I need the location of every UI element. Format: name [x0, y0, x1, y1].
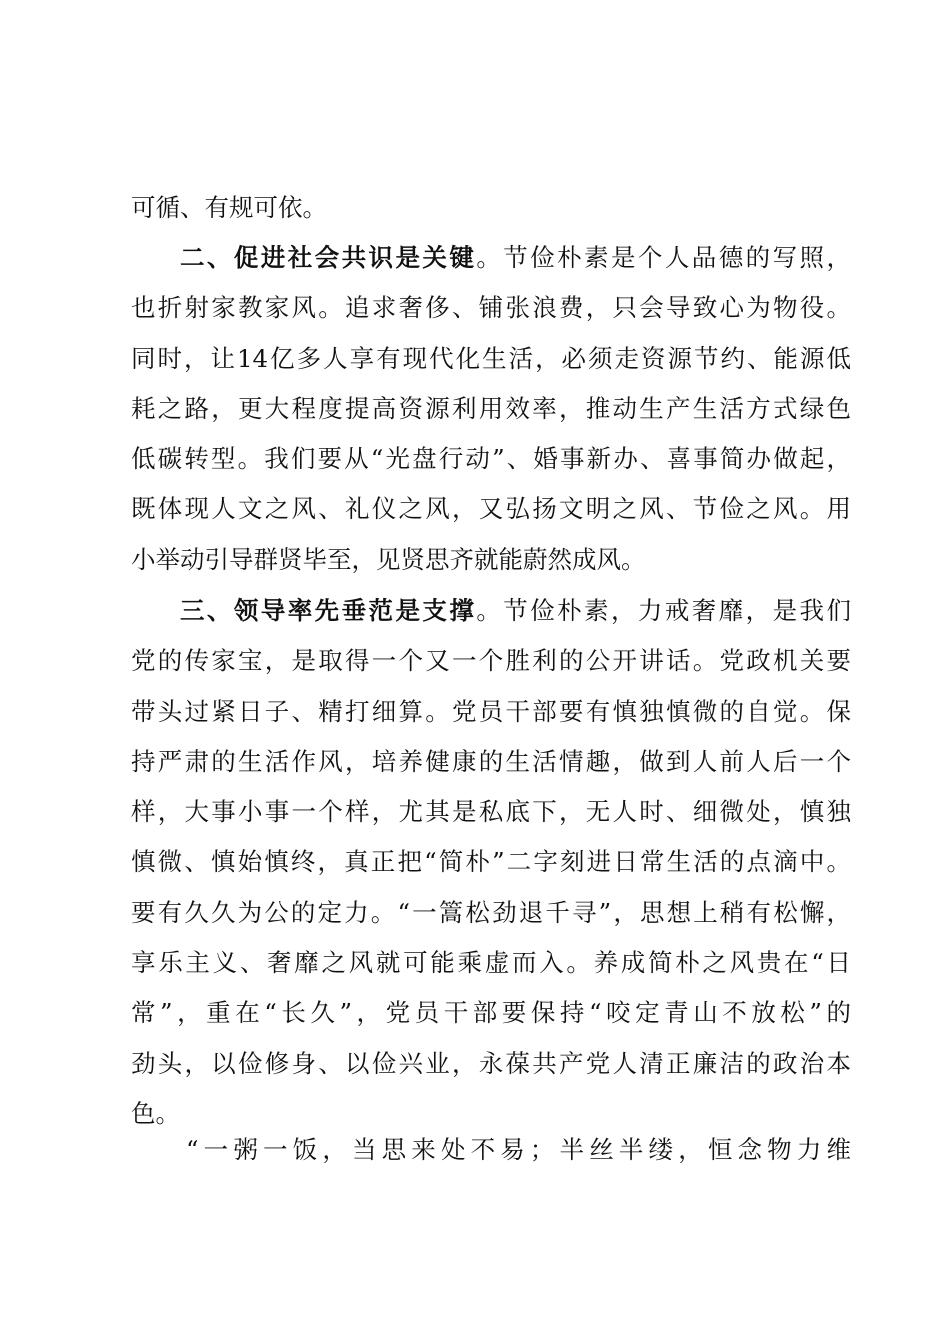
text-line: 劲头，以俭修身、以俭兴业，永葆共产党人清正廉洁的政治本: [131, 1048, 851, 1078]
text-line: 慎微、慎始慎终，真正把“简朴”二字刻进日常生活的点滴中。: [131, 847, 851, 877]
text-line: 同时，让14亿多人享有现代化生活，必须走资源节约、能源低: [131, 343, 851, 373]
paragraph-leadership-example: [131, 586, 851, 1139]
text-line: 享乐主义、奢靡之风就可能乘虚而入。养成简朴之风贵在“日: [131, 948, 851, 978]
text-line: “一粥一饭，当思来处不易；半丝半缕，恒念物力维: [186, 1135, 851, 1164]
text-line: 带头过紧日子、精打细算。党员干部要有慎独慎微的自觉。保: [131, 696, 851, 726]
text-line: [131, 233, 851, 283]
text-line: 也折射家教家风。追求奢侈、铺张浪费，只会导致心为物役。: [131, 293, 851, 323]
text-line: 党的传家宝，是取得一个又一个胜利的公开讲话。党政机关要: [131, 646, 851, 676]
text-line: 要有久久为公的定力。“一篙松劲退千寻”，思想上稍有松懈，: [131, 897, 851, 927]
text-line: 常”，重在“长久”，党员干部要保持“咬定青山不放松”的: [131, 998, 851, 1028]
text-segment: 。节俭朴素是个人品德的写照，: [476, 243, 851, 272]
paragraph-social-consensus: [131, 233, 851, 585]
text-line: 低碳转型。我们要从“光盘行动”、婚事新办、喜事简办做起，: [131, 444, 851, 474]
text-line: 既体现人文之风、礼仪之风，又弘扬文明之风、节俭之风。用: [131, 494, 851, 524]
text-segment: 。节俭朴素，力戒奢靡，是我们: [476, 596, 851, 625]
text-line: 耗之路，更大程度提高资源利用效率，推动生产生活方式绿色: [131, 393, 851, 423]
text-line: [131, 586, 851, 636]
text-line: 可循、有规可依。: [131, 193, 327, 222]
text-line: 色。: [131, 1098, 180, 1128]
section-heading: 二、促进社会共识是关键: [180, 243, 477, 272]
paragraph-continuation: [131, 183, 851, 233]
paragraph-quote: [131, 1125, 851, 1175]
text-line: 样，大事小事一个样，尤其是私底下，无人时、细微处，慎独: [131, 797, 851, 827]
text-line: 持严肃的生活作风，培养健康的生活情趣，做到人前人后一个: [131, 746, 851, 776]
text-line: 小举动引导群贤毕至，见贤思齐就能蔚然成风。: [131, 544, 646, 574]
section-heading: 三、领导率先垂范是支撑: [180, 596, 477, 625]
